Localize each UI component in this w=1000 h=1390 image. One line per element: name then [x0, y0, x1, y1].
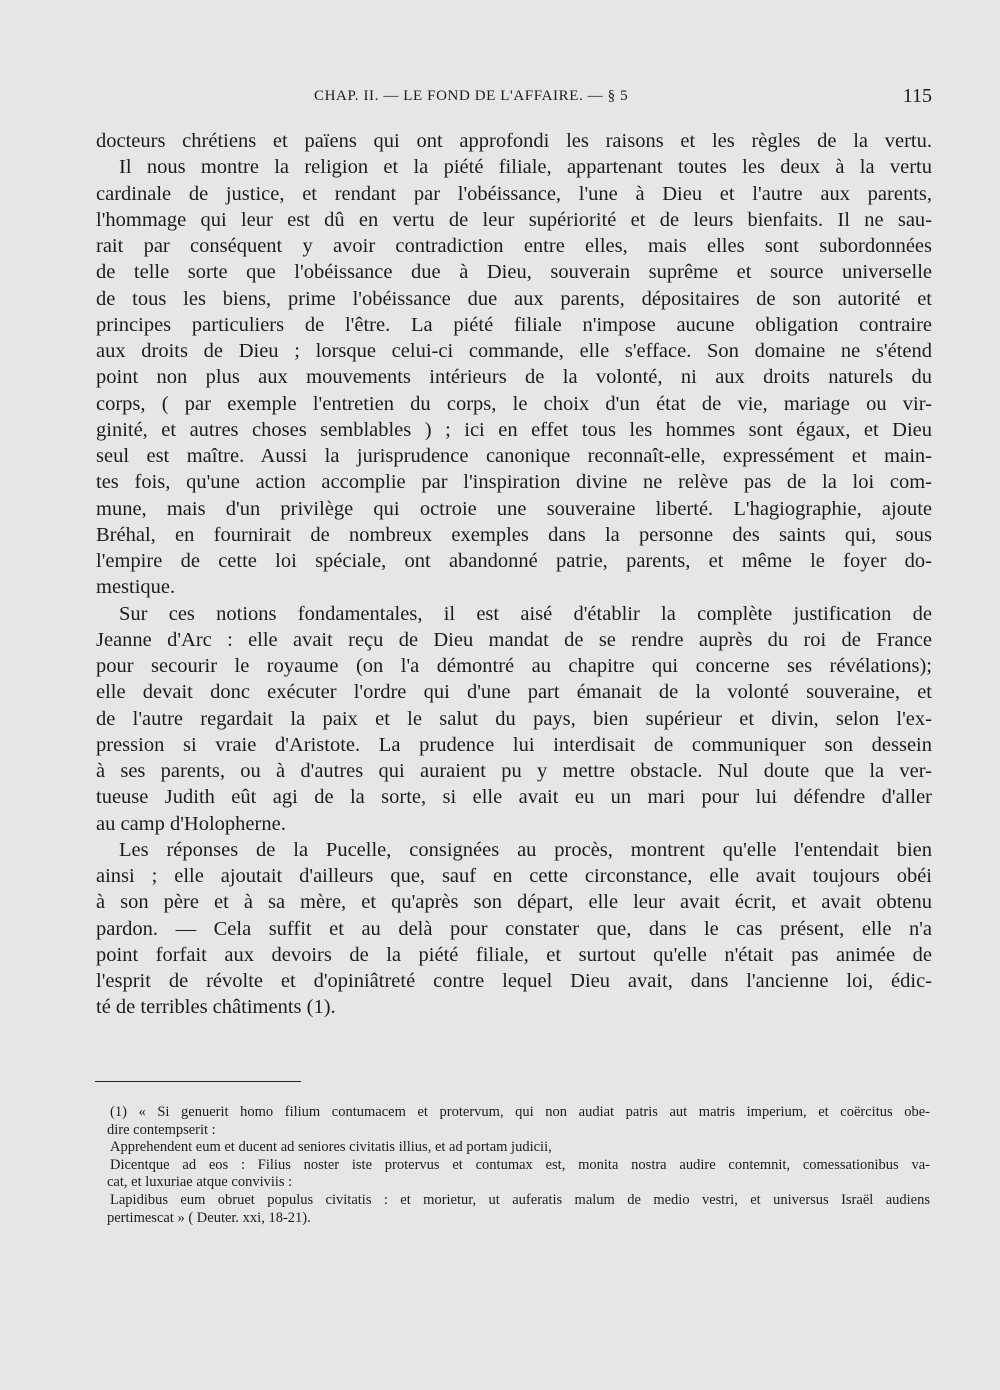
text-line: Bréhal, en fournirait de nombreux exemples dans la personne des saints qui, sous [96, 523, 932, 546]
footnote-line: cat, et luxuriae atque conviviis : [107, 1174, 293, 1191]
text-line: tueuse Judith eût agi de la sorte, si elle avait eu un mari pour lui défendre d'aller [96, 786, 932, 809]
footnote-line: dire contempserit : [107, 1121, 216, 1138]
text-line: cardinale de justice, et rendant par l'obéissance, l'une à Dieu et l'autre aux parents, [96, 182, 932, 205]
text-line: principes particuliers de l'être. La piété filiale n'impose aucune obligation contraire [96, 313, 932, 336]
text-line: l'esprit de révolte et d'opiniâtreté contre lequel Dieu avait, dans l'ancienne loi, édic- [96, 970, 932, 992]
text-line: mestique. [96, 576, 176, 599]
text-line: de l'autre regardait la paix et le salut du pays, bien supérieur et divin, selon l'ex- [96, 707, 932, 730]
text-line: au camp d'Holopherne. [96, 812, 286, 835]
footnote-divider [95, 1081, 301, 1082]
text-line: ginité, et autres choses semblables ) ; ici en effet tous les hommes sont égaux, et Dieu [96, 418, 932, 441]
text-line: corps, ( par exemple l'entretien du corps, le choix d'un état de vie, mariage ou vir- [96, 392, 932, 415]
text-line: à ses parents, ou à d'autres qui auraient pu y mettre obstacle. Nul doute que la ver- [96, 760, 932, 782]
text-line: té de terribles châtiments (1). [96, 996, 336, 1019]
footnote-line: pertimescat » ( Deuter. xxi, 18-21). [107, 1209, 311, 1226]
text-line: pression si vraie d'Aristote. La prudence lui interdisait de communiquer son dessein [96, 733, 932, 756]
text-line: rait par conséquent y avoir contradiction entre elles, mais elles sont subordonnées [96, 235, 932, 257]
text-line: à son père et à sa mère, et qu'après son départ, elle leur avait écrit, et avait obtenu [96, 891, 932, 914]
text-line: seul est maître. Aussi la jurisprudence canonique reconnaît-elle, expressément et main- [96, 445, 932, 467]
footnote-line: Apprehendent eum et ducent ad seniores civitatis illius, et ad portam judicii, [110, 1139, 552, 1156]
text-line: aux droits de Dieu ; lorsque celui-ci commande, elle s'efface. Son domaine ne s'étend [96, 340, 932, 362]
running-head: CHAP. II. — LE FOND DE L'AFFAIRE. — § 5 [314, 88, 629, 104]
text-line: pour secourir le royaume (on l'a démontré au chapitre qui concerne ses révélations); [96, 655, 932, 677]
text-line: de tous les biens, prime l'obéissance due aux parents, dépositaires de son autorité et [96, 287, 932, 310]
text-line: docteurs chrétiens et païens qui ont approfondi les raisons et les règles de la vertu. [96, 130, 932, 152]
main-text [96, 128, 932, 1021]
page-header [0, 85, 1000, 112]
text-line: Sur ces notions fondamentales, il est aisé d'établir la complète justification de [119, 602, 932, 625]
footnotes [107, 1104, 930, 1227]
text-line: l'empire de cette loi spéciale, ont abandonné patrie, parents, et même le foyer do- [96, 550, 932, 572]
text-line: tes fois, qu'une action accomplie par l'inspiration divine ne relève pas de la loi com- [96, 471, 932, 494]
text-line: Les réponses de la Pucelle, consignées au procès, montrent qu'elle l'entendait bien [119, 838, 932, 861]
text-line: de telle sorte que l'obéissance due à Dieu, souverain suprême et source universelle [96, 261, 932, 284]
text-line: point forfait aux devoirs de la piété filiale, et surtout qu'elle n'était pas animée de [96, 943, 932, 966]
text-line: Il nous montre la religion et la piété filiale, appartenant toutes les deux à la vertu [119, 156, 932, 179]
text-line: pardon. — Cela suffit et au delà pour constater que, dans le cas présent, elle n'a [96, 917, 932, 940]
text-line: point non plus aux mouvements intérieurs de la volonté, ni aux droits naturels du [96, 366, 932, 389]
text-line: ainsi ; elle ajoutait d'ailleurs que, sauf en cette circonstance, elle avait toujours obéi [96, 865, 932, 887]
footnote-line: (1) « Si genuerit homo filium contumacem et protervum, qui non audiat patris aut matris imperium, et coërcitus obe- [110, 1104, 930, 1120]
footnote-line: Dicentque ad eos : Filius noster iste protervus et contumax est, monita nostra audire contemnit, comessationibus va- [110, 1156, 930, 1173]
page-number: 115 [902, 85, 932, 107]
text-line: Jeanne d'Arc : elle avait reçu de Dieu mandat de se rendre auprès du roi de France [96, 628, 932, 651]
text-line: elle devait donc exécuter l'ordre qui d'une part émanait de la volonté souveraine, et [96, 681, 932, 704]
text-line: mune, mais d'un privilège qui octroie une souveraine liberté. L'hagiographie, ajoute [96, 497, 932, 520]
text-line: l'hommage qui leur est dû en vertu de leur supériorité et de leurs bienfaits. Il ne sau- [96, 208, 932, 231]
footnote-line: Lapidibus eum obruet populus civitatis : et morietur, ut auferatis malum de medio vestri, et universus Israël audiens [110, 1191, 930, 1208]
